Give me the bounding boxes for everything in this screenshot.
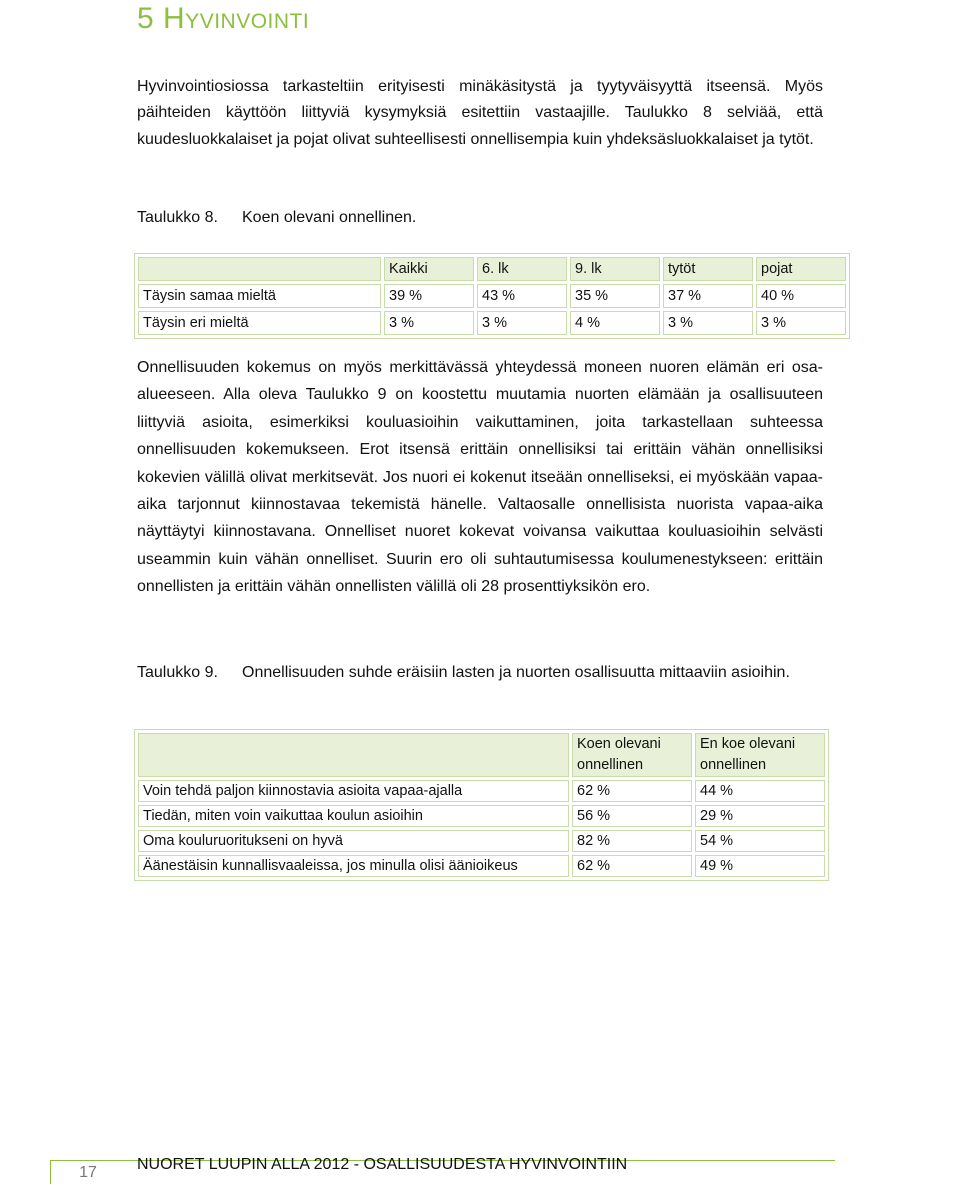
table8-cell: 3 % (477, 311, 567, 335)
table9-cell: Tiedän, miten voin vaikuttaa koulun asioihin (138, 805, 569, 827)
section-heading: 5 Hyvinvointi (137, 2, 310, 35)
table9-cell: 44 % (695, 780, 825, 802)
table9-cell: 62 % (572, 780, 692, 802)
table9-caption (137, 660, 823, 686)
table8-cell: 39 % (384, 284, 474, 308)
page-number: 17 (50, 1160, 125, 1184)
table9 (134, 729, 829, 881)
table9-cell: 54 % (695, 830, 825, 852)
table8-header-cell: Kaikki (384, 257, 474, 281)
table8-cell: 3 % (663, 311, 753, 335)
table8-cell: 40 % (756, 284, 846, 308)
table8-header-cell (138, 257, 381, 281)
table-row (138, 830, 825, 852)
table9-caption-number: Taulukko 9. (137, 664, 218, 681)
table9-header-cell: Koen olevani onnellinen (572, 733, 692, 777)
table8-cell: Täysin eri mieltä (138, 311, 381, 335)
table8-cell: 4 % (570, 311, 660, 335)
table8-caption-text: Koen olevani onnellinen. (242, 209, 417, 226)
footer-title: NUORET LUUPIN ALLA 2012 - OSALLISUUDESTA HYVINVOINTIIN (137, 1156, 628, 1173)
table8-cell: Täysin samaa mieltä (138, 284, 381, 308)
table9-cell: 29 % (695, 805, 825, 827)
table8-caption-number: Taulukko 8. (137, 209, 218, 226)
table9-cell: 62 % (572, 855, 692, 877)
table-row (138, 855, 825, 877)
table9-cell: 56 % (572, 805, 692, 827)
table9-cell: Oma kouluruoritukseni on hyvä (138, 830, 569, 852)
table8-header-cell: pojat (756, 257, 846, 281)
table8-caption (137, 209, 416, 227)
body-paragraph: Onnellisuuden kokemus on myös merkittävässä yhteydessä moneen nuoren elämän eri osa-alueeseen. Alla oleva Taulukko 9 on koostettu muutamia nuorten elämään ja osallisuuteen liittyviä asioita, esimerkiksi kouluasioihin vaikuttaminen, joita tarkastellaan suhteessa onnellisuuden kokemukseen. Erot itsensä erittäin onnellisiksi tai erittäin vähän onnellisiksi kokevien välillä olivat merkitsevät. Jos nuori ei kokenut itseään onnelliseksi, ei myöskään vapaa-aika tarjonnut kiinnostavaa tekemistä hänelle. Valtaosalle onnellisista nuorista vapaa-aika näyttäytyi kiinnostavana. Onnelliset nuoret kokevat voivansa vaikuttaa kouluasioihin selvästi useammin kuin vähän onnelliset. Suurin ero oli suhtautumisessa koulumenestykseen: erittäin onnellisten ja erittäin vähän onnellisten välillä oli 28 prosenttiyksikön ero. (137, 359, 823, 596)
table9-cell: 49 % (695, 855, 825, 877)
table8-header-row (138, 257, 846, 281)
table8-cell: 35 % (570, 284, 660, 308)
table9-cell: Äänestäisin kunnallisvaaleissa, jos minulla olisi äänioikeus (138, 855, 569, 877)
table8-cell: 43 % (477, 284, 567, 308)
table8-cell: 37 % (663, 284, 753, 308)
table8-cell: 3 % (384, 311, 474, 335)
table-row (138, 780, 825, 802)
table8-cell: 3 % (756, 311, 846, 335)
table-row (138, 311, 846, 335)
table9-header-row (138, 733, 825, 777)
table8-header-cell: tytöt (663, 257, 753, 281)
table9-cell: Voin tehdä paljon kiinnostavia asioita vapaa-ajalla (138, 780, 569, 802)
table-row (138, 805, 825, 827)
table9-header-cell: En koe olevani onnellinen (695, 733, 825, 777)
table8-header-cell: 6. lk (477, 257, 567, 281)
table9-header-cell (138, 733, 569, 777)
table9-cell: 82 % (572, 830, 692, 852)
table-row (138, 284, 846, 308)
table9-caption-text: Onnellisuuden suhde eräisiin lasten ja nuorten osallisuutta mittaaviin asioihin. (242, 664, 790, 681)
table8-header-cell: 9. lk (570, 257, 660, 281)
table8 (134, 253, 850, 339)
intro-paragraph: Hyvinvointiosiossa tarkasteltiin erityisesti minäkäsitystä ja tyytyväisyyttä itseensä. Myös päihteiden käyttöön liittyviä kysymyksiä esitettiin vastaajille. Taulukko 8 selviää, että kuudesluokkalaiset ja pojat olivat suhteellisesti onnellisempia kuin yhdeksäsluokkalaiset ja tytöt. (137, 78, 823, 148)
